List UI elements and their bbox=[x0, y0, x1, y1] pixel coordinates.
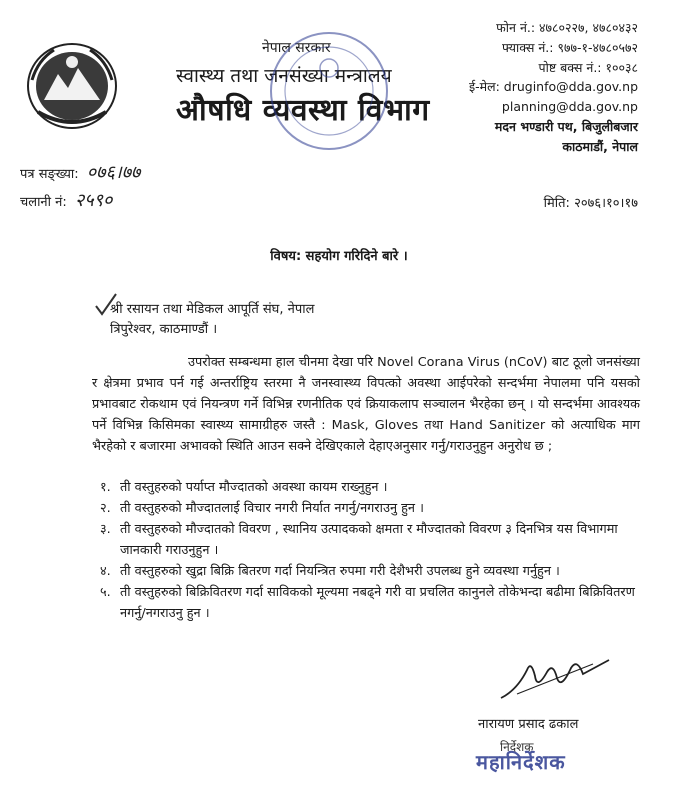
fax-number: फ्याक्स नं.: ९७७-१-४७८०५७२ bbox=[502, 39, 638, 55]
list-item-number: २. bbox=[100, 501, 111, 516]
signatory-name: नारायण प्रसाद ढकाल bbox=[478, 717, 579, 732]
list-item-text: ती वस्तुहरुको खुद्रा बिक्रि बितरण गर्दा नियन्त्रित रुपमा गरी देशैभरी उपलब्ध हुने व्यवस्था गर्नुहुन । bbox=[120, 564, 560, 579]
list-item-text: ती वस्तुहरुको मौज्दातलाई विचार नगरी निर्यात नगर्नु/नगराउनु हुन । bbox=[120, 501, 424, 516]
request-list bbox=[100, 477, 640, 624]
phone-number: फोन नं.: ४७८०२२७, ४७८०४३२ bbox=[496, 20, 638, 35]
list-item-text: ती वस्तुहरुको पर्याप्त मौज्दातको अवस्था कायम राख्नुहुन । bbox=[120, 480, 388, 495]
date-row bbox=[544, 193, 638, 211]
list-item-number: ५. bbox=[100, 585, 111, 600]
list-item-text: ती वस्तुहरुको बिक्रिवितरण गर्दा साविकको मूल्यमा नबढ्ने गरी वा प्रचलित कानुनले तोकेभन्दा बढीमा बिक्रिवितरण नगर्नु/नगराउनु हुन । bbox=[120, 585, 635, 621]
signatory-designation: निर्देशक bbox=[500, 740, 534, 754]
recipient-name: श्री रसायन तथा मेडिकल आपूर्ति संघ, नेपाल bbox=[110, 302, 315, 317]
government-name: नेपाल सरकार bbox=[262, 40, 331, 56]
list-item-text: ती वस्तुहरुको मौज्दातको विवरण , स्थानिय उत्पादकको क्षमता र मौज्दातको विवरण ३ दिनभित्र यस विभागमा जानकारी गराउनुहुन । bbox=[120, 522, 618, 558]
list-item bbox=[100, 561, 640, 582]
letter-number-label: पत्र सङ्ख्या: bbox=[20, 167, 79, 182]
designation-stamp: महानिर्देशक bbox=[476, 750, 566, 774]
recipient-location: त्रिपुरेश्वर, काठमाण्डौं । bbox=[110, 322, 218, 337]
dispatch-number-row bbox=[20, 188, 112, 212]
department-seal-stamp bbox=[264, 26, 394, 156]
letter-number-row bbox=[20, 160, 140, 184]
email-row bbox=[469, 77, 638, 97]
list-item bbox=[100, 582, 640, 624]
contact-block bbox=[469, 18, 638, 157]
date-value: २०७६।१०।१७ bbox=[574, 196, 638, 211]
email-label: ई-मेल: bbox=[468, 79, 500, 95]
list-item-number: १. bbox=[100, 480, 111, 495]
department-name: औषधि व्यवस्था विभाग bbox=[176, 93, 430, 128]
nepal-emblem-icon bbox=[24, 40, 120, 132]
list-item bbox=[100, 498, 640, 519]
po-box: पोष्ट बक्स नं.: १००३८ bbox=[538, 59, 638, 75]
list-item bbox=[100, 519, 640, 561]
email-druginfo[interactable]: druginfo@dda.gov.np bbox=[503, 79, 638, 95]
letter-body bbox=[92, 352, 640, 457]
list-item-number: ४. bbox=[100, 564, 111, 579]
email-planning[interactable]: planning@dda.gov.np bbox=[501, 99, 638, 115]
list-item bbox=[100, 477, 640, 498]
dispatch-number-value: २५९० bbox=[74, 190, 113, 211]
recipient-address bbox=[110, 300, 314, 340]
ministry-name: स्वास्थ्य तथा जनसंख्या मन्त्रालय bbox=[176, 65, 392, 87]
date-label: मिति: bbox=[543, 196, 570, 211]
dispatch-number-label: चलानी नं: bbox=[20, 195, 67, 210]
handwritten-signature bbox=[497, 650, 617, 710]
address-city: काठमाडौं, नेपाल bbox=[562, 138, 638, 154]
body-paragraph: उपरोक्त सम्बन्धमा हाल चीनमा देखा परि Novel Corana Virus (nCoV) बाट ठूलो जनसंख्या र क्षेत्रमा प्रभाव पर्न गई अन्तर्राष्ट्रिय स्तरमा नै जनस्वास्थ्य विपत्को अवस्था आईपरेको सन्दर्भमा नेपालमा पनि यसको प्रभावबाट रोकथाम एवं नियन्त्रण गर्ने विभिन्न रणनीतिक एवं क्रियाकलाप सञ्चालन भैरहेका छन् । यो सन्दर्भमा आवश्यक पर्ने विभिन्न किसिमका स्वास्थ्य सामाग्रीहरु जस्तै : Mask, Gloves तथा Hand Sanitizer को अत्याधिक माग भैरहेको र बजारमा अभावको स्थिति आउन सक्ने देखिएकाले देहाएअनुसार गर्नु/गराउनुहुन अनुरोध छ ; bbox=[92, 355, 640, 454]
subject-line: विषय: सहयोग गरिदिने बारे । bbox=[270, 249, 408, 264]
address-street: मदन भण्डारी पथ, बिजुलीबजार bbox=[494, 118, 638, 134]
letter-number-value: ०७६।७७ bbox=[86, 162, 141, 183]
list-item-number: ३. bbox=[100, 522, 111, 537]
